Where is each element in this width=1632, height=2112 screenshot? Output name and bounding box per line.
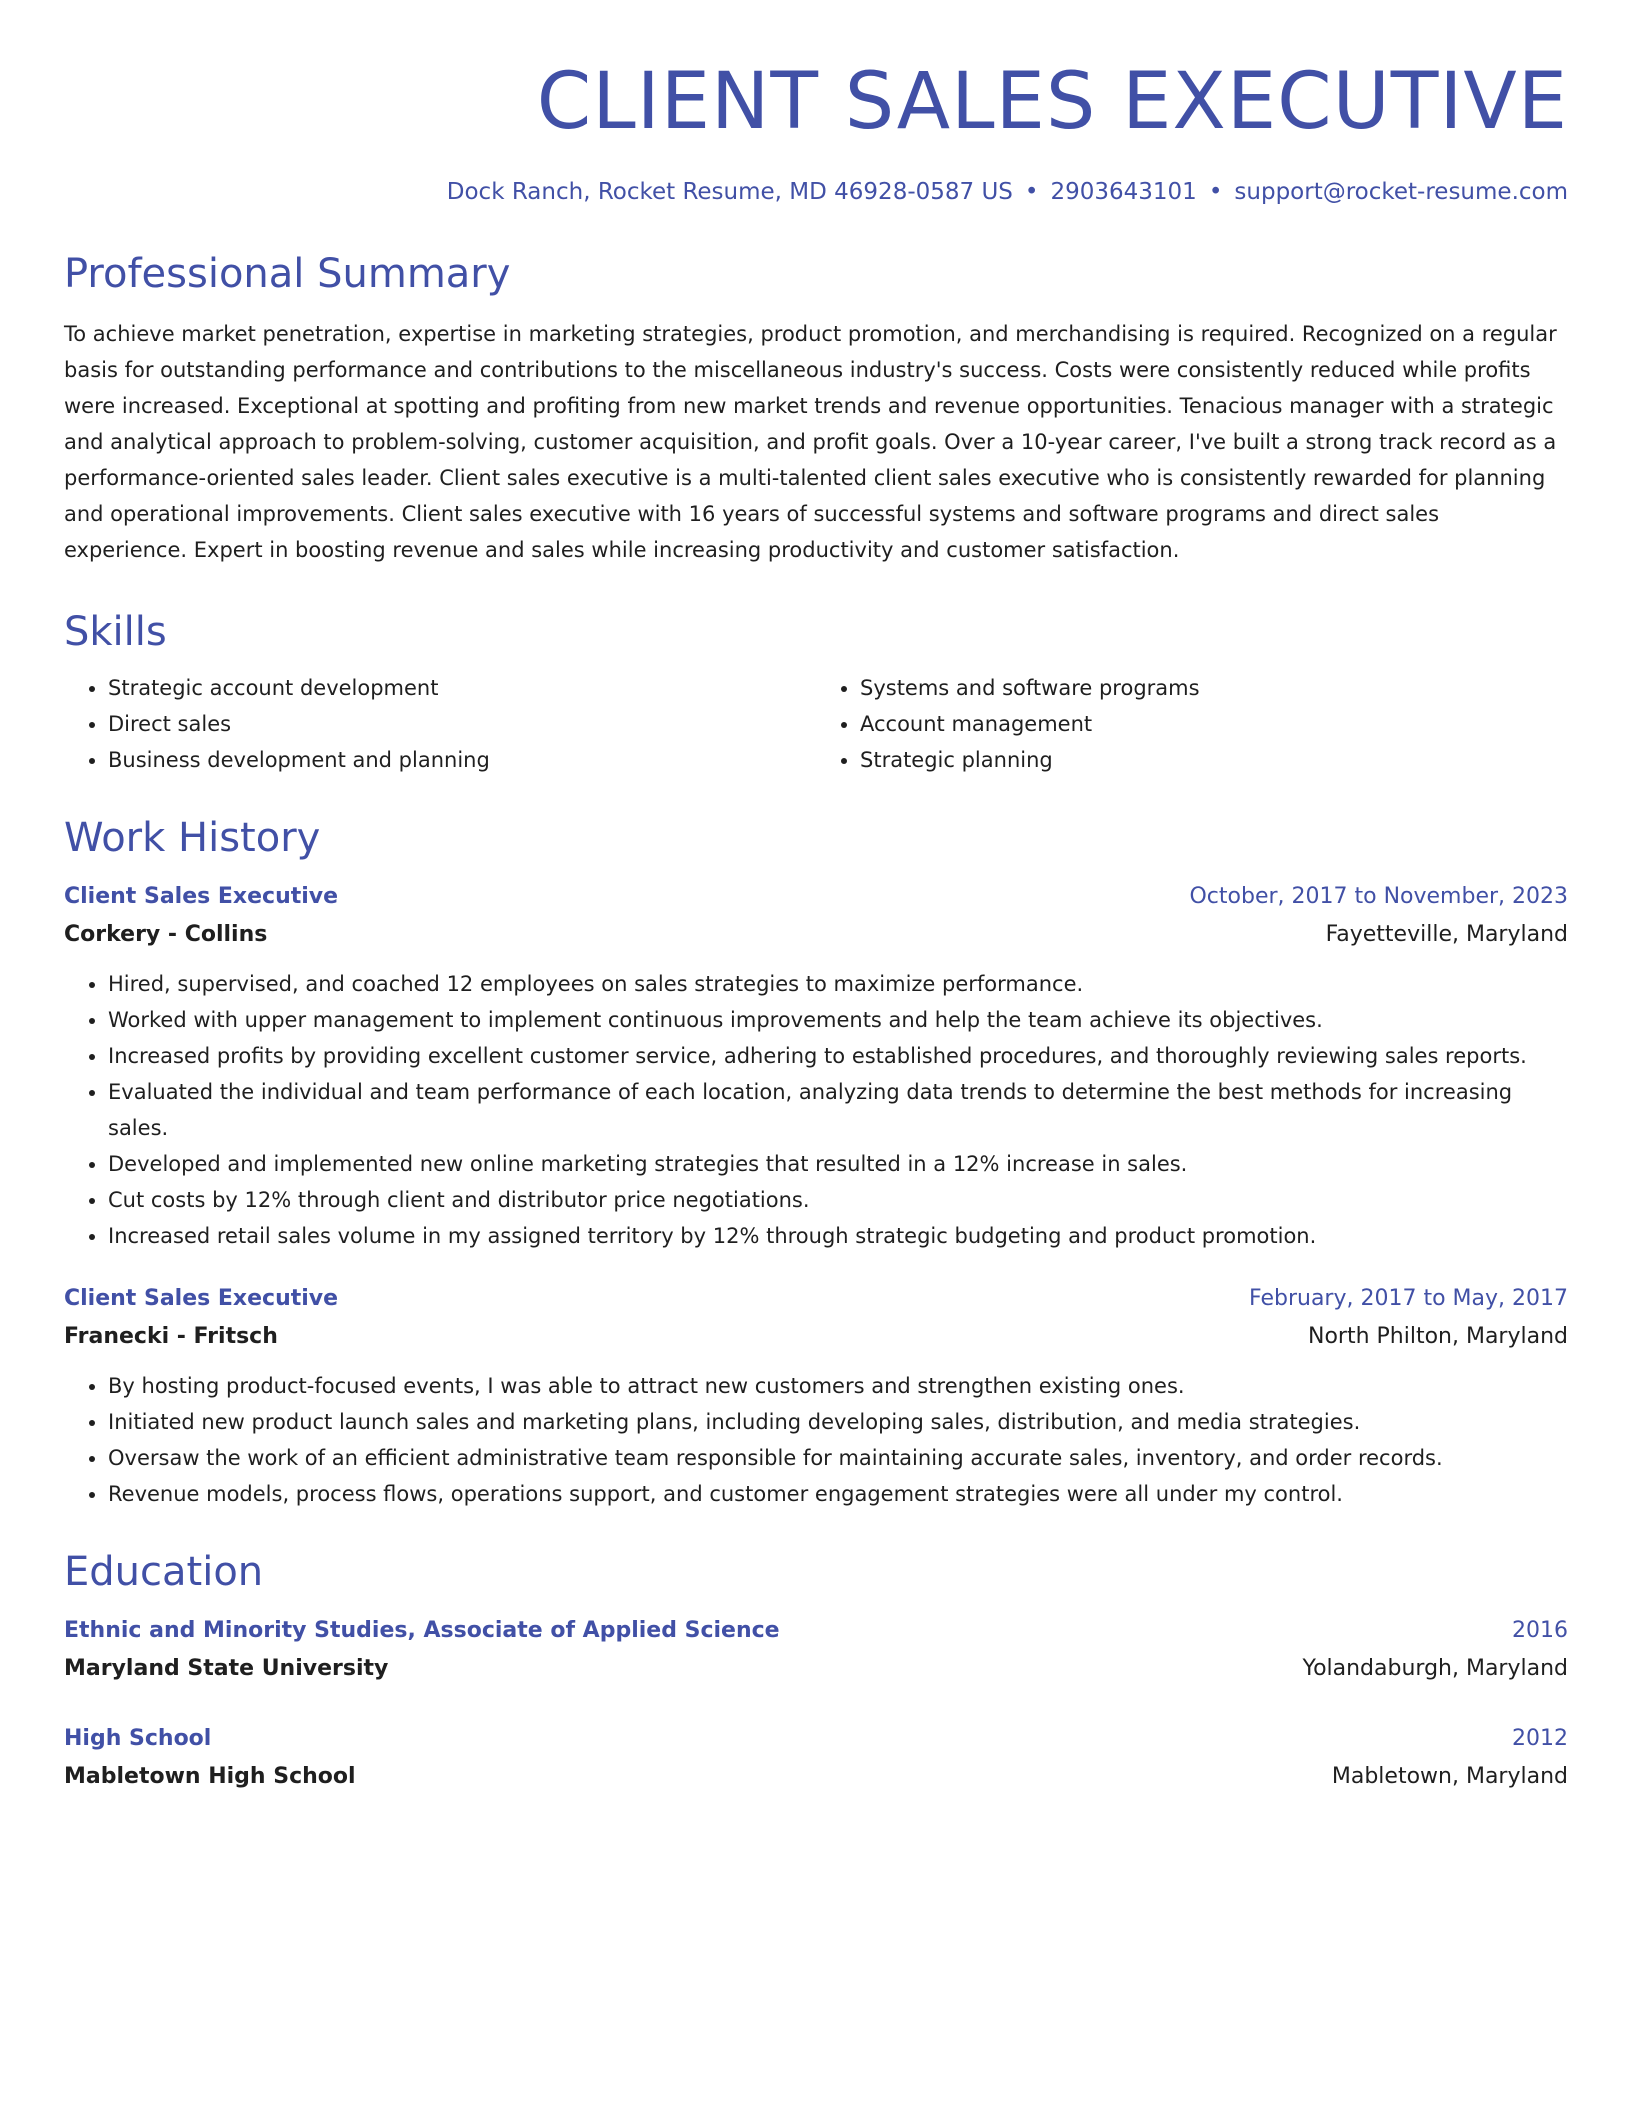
job-header-row	[64, 878, 1568, 916]
job-bullet: • Initiated new product launch sales and marketing plans, including developing sales, distribution, and media strategies.	[108, 1404, 1568, 1440]
education-degree: High School	[64, 1726, 212, 1751]
job-company: Franecki - Fritsch	[64, 1324, 278, 1349]
summary-section	[64, 248, 1568, 568]
skill-item: • Account management	[860, 706, 1568, 742]
job-bullets	[64, 1368, 1568, 1512]
education-school: Maryland State University	[64, 1656, 389, 1681]
education-header-row	[64, 1720, 1568, 1758]
job-location: Fayetteville, Maryland	[1325, 922, 1568, 947]
job-bullet: • Worked with upper management to implement continuous improvements and help the team achieve its objectives.	[108, 1002, 1568, 1038]
job-bullet: • Hired, supervised, and coached 12 employees on sales strategies to maximize performance.	[108, 966, 1568, 1002]
job-bullet: • Oversaw the work of an efficient administrative team responsible for maintaining accurate sales, inventory, and order records.	[108, 1440, 1568, 1476]
education-year: 2016	[1512, 1618, 1568, 1643]
skills-left-column	[64, 670, 816, 778]
work-history-section	[64, 812, 1568, 1512]
education-location: Mabletown, Maryland	[1331, 1764, 1568, 1789]
job-location: North Philton, Maryland	[1307, 1324, 1568, 1349]
skill-item: • Systems and software programs	[860, 670, 1568, 706]
job-title: Client Sales Executive	[64, 884, 339, 909]
skills-section	[64, 606, 1568, 778]
job-company: Corkery - Collins	[64, 922, 268, 947]
education-year: 2012	[1512, 1726, 1568, 1751]
job-bullet: • By hosting product-focused events, I was able to attract new customers and strengthen existing ones.	[108, 1368, 1568, 1404]
job-bullet: • Increased retail sales volume in my assigned territory by 12% through strategic budgeting and product promotion.	[108, 1218, 1568, 1254]
section-title-education: Education	[64, 1549, 264, 1595]
section-title-work-history: Work History	[64, 815, 321, 861]
education-section	[64, 1546, 1568, 1796]
job-bullet: • Evaluated the individual and team performance of each location, analyzing data trends to determine the best methods for increasing sales.	[108, 1074, 1568, 1146]
skill-item: • Strategic planning	[860, 742, 1568, 778]
contact-address: Dock Ranch, Rocket Resume, MD 46928-0587 US	[446, 179, 1013, 205]
contact-phone: 2903643101	[1050, 179, 1197, 205]
education-school-row	[64, 1650, 1568, 1688]
job-entry	[64, 1280, 1568, 1512]
contact-email[interactable]: support@rocket-resume.com	[1234, 179, 1568, 205]
bullet-separator: •	[1024, 179, 1039, 205]
section-title-summary: Professional Summary	[64, 251, 511, 297]
bullet-separator: •	[1208, 179, 1223, 205]
job-bullet: • Cut costs by 12% through client and distributor price negotiations.	[108, 1182, 1568, 1218]
job-dates: October, 2017 to November, 2023	[1189, 884, 1568, 909]
education-degree: Ethnic and Minority Studies, Associate of Applied Science	[64, 1618, 780, 1643]
skill-item: • Direct sales	[108, 706, 816, 742]
summary-text: To achieve market penetration, expertise in marketing strategies, product promotion, and merchandising is required. Recognized on a regular basis for outstanding performance and contributions to the miscellaneous industry's success. Costs were consistently reduced while profits were increased. Exceptional at spotting and profiting from new market trends and revenue opportunities. Tenacious manager with a strategic and analytical approach to problem-solving, customer acquisition, and profit goals. Over a 10-year career, I've built a strong track record as a performance-oriented sales leader. Client sales executive is a multi-talented client sales executive who is consistently rewarded for planning and operational improvements. Client sales executive with 16 years of successful systems and software programs and direct sales experience. Expert in boosting revenue and sales while increasing productivity and customer satisfaction.	[64, 322, 1557, 562]
education-entry	[64, 1720, 1568, 1796]
job-company-row	[64, 1318, 1568, 1356]
education-entry	[64, 1612, 1568, 1688]
section-title-skills: Skills	[64, 609, 167, 655]
education-header-row	[64, 1612, 1568, 1650]
skills-right-column	[816, 670, 1568, 778]
skills-columns	[64, 670, 1568, 778]
job-bullets	[64, 966, 1568, 1254]
job-dates: February, 2017 to May, 2017	[1249, 1286, 1568, 1311]
job-bullet: • Developed and implemented new online marketing strategies that resulted in a 12% increase in sales.	[108, 1146, 1568, 1182]
job-bullet: • Increased profits by providing excellent customer service, adhering to established procedures, and thoroughly reviewing sales reports.	[108, 1038, 1568, 1074]
job-company-row	[64, 916, 1568, 954]
contact-line	[64, 176, 1568, 208]
resume-name: CLIENT SALES EXECUTIVE	[536, 57, 1568, 147]
education-school: Mabletown High School	[64, 1764, 356, 1789]
job-header-row	[64, 1280, 1568, 1318]
education-location: Yolandaburgh, Maryland	[1302, 1656, 1568, 1681]
education-school-row	[64, 1758, 1568, 1796]
job-title: Client Sales Executive	[64, 1286, 339, 1311]
skill-item: • Business development and planning	[108, 742, 816, 778]
skill-item: • Strategic account development	[108, 670, 816, 706]
job-bullet: • Revenue models, process flows, operations support, and customer engagement strategies were all under my control.	[108, 1476, 1568, 1512]
job-entry	[64, 878, 1568, 1254]
